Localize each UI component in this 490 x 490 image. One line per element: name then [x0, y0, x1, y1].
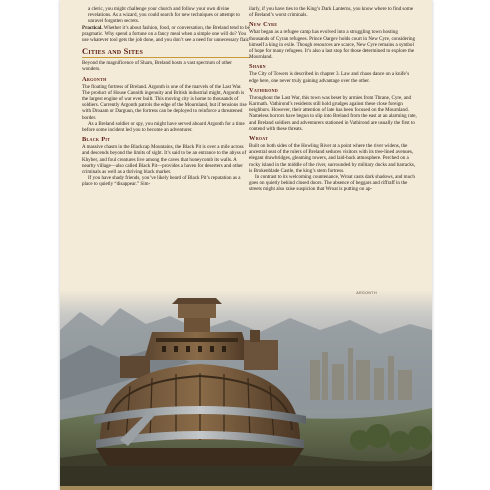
- page-footer-bar: [60, 486, 432, 490]
- illustration-caption: ARGONTH: [356, 291, 377, 295]
- continued-paragraph: ilarly, if you have ties to the King’s Dark Lanterns, you know where to find some of Breland’s worst criminals.: [249, 6, 414, 19]
- blackpit-heading: Black Pit: [82, 136, 111, 144]
- book-page: [60, 0, 432, 490]
- newcyre-heading: New Cyre: [249, 21, 278, 29]
- cities-heading: Cities and Sites: [82, 46, 144, 57]
- vathirond-paragraph: Throughout the Last War, this town was beset by armies from Thrane, Cyre, and Karrnath. Vathirond’s residents still hold grudges against these close foreign neighbors. However, their attention of late has been focused on the Mournland. Nameless horrors have begun to slip into Breland from the east at an alarming rate, and Breland soldiers and adventurers stationed in Vathirond are usually the first to contend with these threats.: [249, 94, 417, 132]
- newcyre-paragraph: What began as a refugee camp has evolved into a struggling town hosting thousands of Cyran refugees. Prince Oargev holds court in New Cyre, considering himself a king in exile. Though resources are scarce, New Cyre remains a symbol of hope for many refugees. It’s also a last stop for those determined to explore the Mournland.: [249, 29, 415, 61]
- cities-paragraph: Beyond the magnificence of Sharn, Breland hosts a vast spectrum of other wonders.: [82, 60, 232, 73]
- left-column: [82, 6, 250, 188]
- practical-label: Practical.: [82, 24, 103, 31]
- intro-paragraph: a cleric, you might challenge your church and follow your own divine revelations. As a wizard, you could search for new techniques or attempt to unravel forgotten secrets.: [88, 6, 240, 25]
- argonth-paragraph-1: The floating fortress of Breland. Argonth is one of the marvels of the Last War. The product of House Cannith ingenuity and British industrial might, Argonth is the largest engine of war ever built. This moving city is home to thousands of soldiers. Currently Argonth patrols the edge of the Mournland, but if tensions rise with Droaam or Darguun, the fortress can be deployed to reinforce a threatened border.: [82, 83, 247, 121]
- wroat-paragraph-2: In contrast to its welcoming countenance, Wroat casts dark shadows, and much goes on quietly behind closed doors. The absence of beggars and riffraff in the streets might also raise suspicion that Wroat is putting on ap-: [249, 174, 415, 193]
- vathirond-heading: Vathirond: [249, 86, 279, 94]
- practical-text: Whether it’s about fashion, food, or conversation, the Breland tend to be pragmatic. Why spend a fortune on a fancy meal when a simple one will do? You use whatever tool gets the job done, and you don’t see a need for unnecessary flair.: [82, 24, 250, 44]
- argonth-heading: Argonth: [82, 75, 107, 83]
- heading-rule: [82, 57, 250, 58]
- sharn-paragraph: The City of Towers is described in chapter 3. Law and chaos dance on a knife’s edge here, one never truly gaining advantage over the other.: [249, 71, 410, 84]
- sharn-heading: Sharn: [249, 63, 266, 71]
- argonth-paragraph-2: As a Breland soldier or spy, you might have served aboard Argonth for a time before some incident led you to become an adventurer.: [82, 120, 245, 134]
- blackpit-paragraph-1: A massive chasm in the Blackcap Mountains, the Black Pit is over a mile across and descends beyond the limits of sight. It’s said to be an entrance to the abyss of Khyber, and foul creatures live among the caves that honeycomb its walls. A nearby village—also called Black Pit—provides a haven for deserters and other criminals as well as a thriving black market.: [82, 144, 247, 176]
- wroat-heading: Wroat: [249, 135, 269, 143]
- right-column: [249, 6, 417, 193]
- wroat-paragraph-1: Built on both sides of the Howling River at a point where the river widens, the ancestral seat of the rulers of Breland seduces visitors with its tree-lined avenues, elegant drawbridges, gleaming towers, and laid-back atmosphere. Perched on a rocky island in the middle of the river, surrounded by military docks and barracks, is Brokenblade Castle, the king’s stern fortress.: [249, 143, 416, 174]
- blackpit-paragraph-2: If you have shady friends, you’ve likely heard of Black Pit’s reputation as a place to quietly “disappear.” Sim-: [82, 175, 241, 188]
- argonth-illustration: [60, 290, 432, 490]
